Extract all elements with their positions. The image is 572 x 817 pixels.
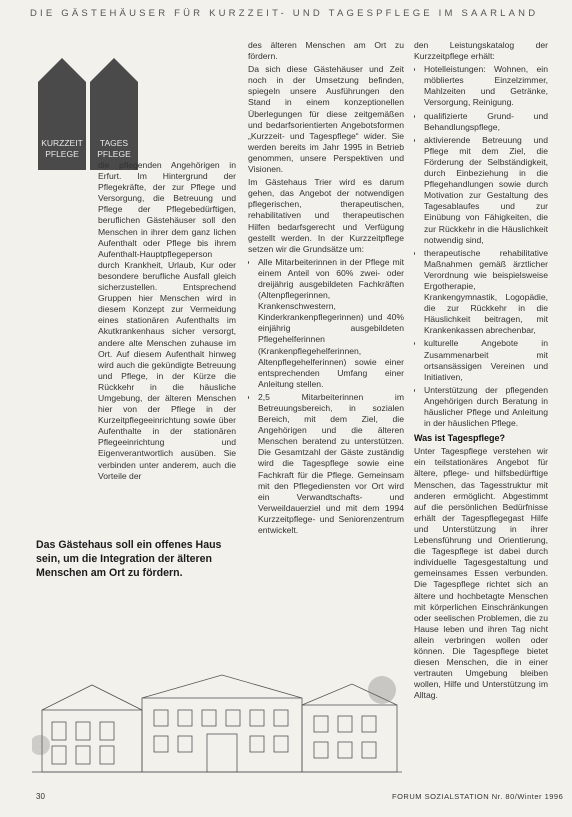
- column3-bullet: • Unterstützung der pflegenden Angehörigen durch Beratung in häuslicher Pflege und Anleitung in der häuslichen Pflege.: [424, 385, 548, 429]
- column1-text: die pflegenden Angehörigen in Erfurt. Im Hintergrund der Pflegekräfte, der zur Pflege und Versorgung, die Betreuung und Pflege der Pflegebedürftigen, beruflichen Gästehäuser soll den Menschen in ihrer dem ganz lichen Aufenthalt oder Pflege bis ihrem Aufenthalt-Hauptpflegeperson durch Krankheit, Urlaub, Kur oder besondere berufliche Ausfall gleich sicherzustellen. Entsprechend Gruppen hier Menschen wird in diesem Konzept zur Vermeidung eines stationären Aufenthalts im Akutkrankenhaus sicher versorgt, andere alte Menschen zuhause im Ort. Auf diesem Aufenthalt hinweg wird auch die gekündigte Betreuung und Pflege, in der Kürze die Rückkehr in die häusliche Umgebung, der älteren Menschen hier von der Pflege in der Kurzeitpflegeeinrichtung sowie über Aufenthalte in der stationären Pflegeeinrichtung und Eigenverantwortlich ausüben. Sie verbinden unter anderem, auch die Vorteile der: [98, 160, 236, 481]
- kurzzeit-tagespflege-logo: [36, 54, 140, 172]
- column2-paragraph-2: Im Gästehaus Trier wird es darum gehen, das Angebot der notwendigen pflegerischen, therapeutischen, rehabilitativen und therapeutischen Hilfen bedarfsgerecht und Verfügung gestellt werden. In der Kurzzeitpflege setzen wir die Grundsätze um:: [248, 177, 404, 254]
- logo-right-label-1: TAGES: [99, 138, 129, 148]
- article-column-1: [98, 160, 236, 532]
- column2-bullet-1: • Alle Mitarbeiterinnen in der Pflege mit einem Anteil von 60% zwei- oder dreijährig ausgebildeten Fachkräften (Altenpflegerinnen, Krankenschwestern, Kinderkrankenpflegerinnen) und 40% einjährig ausgebildeten Pflegehelferinnen (Krankenpflegehelferinnen, Altenpflegehelferinnen) sowie einer entsprechenden Umfang einer Anleitung stellen.: [258, 257, 404, 390]
- logo-right-label-2: PFLEGE: [97, 149, 131, 159]
- column2-intro: des älteren Menschen am Ort zu fördern.: [248, 40, 404, 62]
- column3-paragraph: Unter Tagespflege verstehen wir ein teilstationäres Angebot für ältere, pflege- und hilfsbedürftige Menschen, das Tagesstruktur mit anderen ermöglicht. Abgestimmt auf die persönlichen Bedürfnisse erhält der Tagespflegegast Hilfe und Unterstützung in ihrer Lebensführung und Orientierung, die Tagespflege ist dabei durch individuelle Tagesgestaltung und gemeinsames Essen verbunden. Die Tagespflege richtet sich an ältere und hochbetagte Menschen mit körperlichen Einschränkungen oder seelischen Problemen, die zu Hause leben und ihren Tag nicht allein verbringen wollen oder können. Die Tagespflege bietet diesen Menschen, die in einer vertrauten Umgebung bleiben wollen, Hilfe und Unterstützung im Alltag.: [414, 446, 548, 701]
- running-header: DIE GÄSTEHÄUSER FÜR KURZZEIT- UND TAGESPFLEGE IM SAARLAND: [30, 8, 539, 19]
- logo-left-label-1: KURZZEIT: [41, 138, 83, 148]
- journal-footer: FORUM SOZIALSTATION Nr. 80/Winter 1996: [392, 792, 564, 801]
- pull-quote: Das Gästehaus soll ein offenes Haus sein, um die Integration der älteren Menschen am Ort zu fördern.: [36, 539, 222, 579]
- column3-bullet: • therapeutische rehabilitative Maßnahmen gemäß ärztlicher Verordnung wie beispielsweise Ergotherapie, Krankengymnastik, Logopädie, die zur Rückkehr in die Häuslichkeit beitragen, mit Krankenkassen abrechenbar,: [424, 248, 548, 337]
- section-subheading: Was ist Tagespflege?: [414, 433, 506, 444]
- column3-bullet: • qualifizierte Grund- und Behandlungspflege,: [424, 111, 548, 133]
- column3-intro: den Leistungskatalog der Kurzzeitpflege erhält:: [414, 40, 548, 62]
- page-number: 30: [36, 792, 45, 801]
- article-column-3: [414, 40, 548, 780]
- logo-left-label-2: PFLEGE: [45, 149, 79, 159]
- column2-bullet-list: [248, 257, 404, 536]
- building-illustration: [32, 650, 402, 775]
- column3-bullet: • kulturelle Angebote in Zusammenarbeit mit ortsansässigen Vereinen und Initiativen,: [424, 338, 548, 382]
- column3-bullet: • Hotelleistungen: Wohnen, ein möbliertes Einzelzimmer, Mahlzeiten und Getränke, Versorgung, Reinigung.: [424, 64, 548, 108]
- column3-bullet: • aktivierende Betreuung und Pflege mit dem Ziel, die Förderung der Selbständigkeit, durch Einbeziehung in die Pflegehandlungen sowie durch Motivation zur Gestaltung des Tagesablaufes und zur Einübung von Fähigkeiten, die zur Rückkehr in die Häuslichkeit notwendig sind,: [424, 135, 548, 246]
- column2-bullet-2: • 2,5 Mitarbeiterinnen im Betreuungsbereich, in sozialen Bereich, mit dem Ziel, die Angehörigen und die älteren Menschen beratend zu unterstützen. Die Gesamtzahl der Gäste zuständig wird die Tagespflege sowie eine Fachkraft für die Pflege. Gemeinsam mit den Pflegediensten vor Ort wird ein Verwandtschafts- und Verweildauerziel und mit dem 1994 Kurzzeitpflege- und Seniorenzentrum entwickelt.: [258, 392, 404, 536]
- column3-bullet-list: [414, 64, 548, 429]
- column2-paragraph-1: Da sich diese Gästehäuser und Zeit noch in der Umsetzung befinden, spiegeln unsere Ausführungen den Stand in einem konzeptionellen Überlegungen für diese zeitgemäßen und bedarfsorientierten Angebotsformen „Kurzzeit- und Tagespflege“ wider. Sie werden bereits im Jahr 1995 in Betrieb genommen, unsere Perspektiven und Visionen.: [248, 64, 404, 175]
